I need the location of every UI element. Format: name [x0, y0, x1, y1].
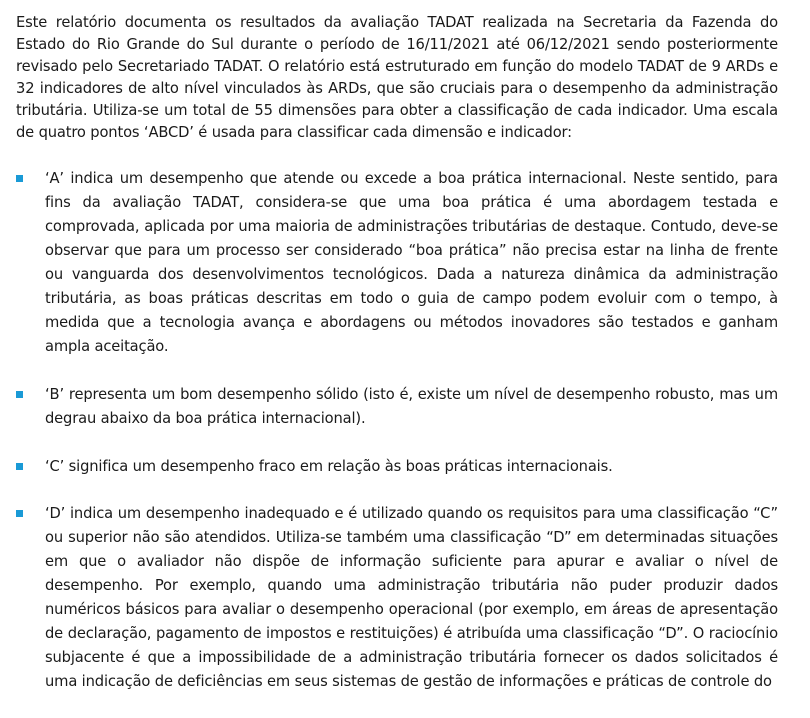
- list-item: [16, 455, 778, 479]
- document-page: [16, 12, 778, 718]
- square-bullet-icon: [16, 510, 23, 517]
- square-bullet-icon: [16, 391, 23, 398]
- list-item-text: ‘D’ indica um desempenho inadequado e é utilizado quando os requisitos para uma classificação “C” ou superior não são atendidos. Utiliza-se também uma classificação “D” em determinadas situações em que o avaliador não dispõe de informação suficiente para apurar e avaliar o nível de desempenho. Por exemplo, quando uma administração tributária não puder produzir dados numéricos básicos para avaliar o desempenho operacional (por exemplo, em áreas de apresentação de declaração, pagamento de impostos e restituições) é atribuída uma classificação “D”. O raciocínio subjacente é que a impossibilidade de a administração tributária fornecer os dados solicitados é uma indicação de deficiências em seus sistemas de gestão de informações e práticas de controle do: [45, 505, 778, 690]
- list-item: [16, 167, 778, 358]
- square-bullet-icon: [16, 463, 23, 470]
- list-item-text: ‘A’ indica um desempenho que atende ou excede a boa prática internacional. Neste sentido, para fins da avaliação TADAT, considera-se que uma boa prática é uma abordagem testada e comprovada, aplicada por uma maioria de administrações tributárias de destaque. Contudo, deve-se observar que para um processo ser considerado “boa prática” não precisa estar na linha de frente ou vanguarda dos desenvolvimentos tecnológicos. Dada a natureza dinâmica da administração tributária, as boas práticas descritas em todo o guia de campo podem evoluir com o tempo, à medida que a tecnologia avança e abordagens ou métodos inovadores são testados e ganham ampla aceitação.: [45, 170, 778, 355]
- rating-scale-list: [16, 167, 778, 693]
- intro-paragraph: Este relatório documenta os resultados da avaliação TADAT realizada na Secretaria da Fazenda do Estado do Rio Grande do Sul durante o período de 16/11/2021 até 06/12/2021 sendo posteriormente revisado pelo Secretariado TADAT. O relatório está estruturado em função do modelo TADAT de 9 ARDs e 32 indicadores de alto nível vinculados às ARDs, que são cruciais para o desempenho da administração tributária. Utiliza-se um total de 55 dimensões para obter a classificação de cada indicador. Uma escala de quatro pontos ‘ABCD’ é usada para classificar cada dimensão e indicador:: [16, 14, 778, 141]
- list-item: [16, 383, 778, 431]
- list-item-text: ‘B’ representa um bom desempenho sólido (isto é, existe um nível de desempenho robusto, mas um degrau abaixo da boa prática internacional).: [45, 385, 778, 427]
- square-bullet-icon: [16, 175, 23, 182]
- list-item-text: ‘C’ significa um desempenho fraco em relação às boas práticas internacionais.: [45, 457, 613, 475]
- list-item: [16, 502, 778, 693]
